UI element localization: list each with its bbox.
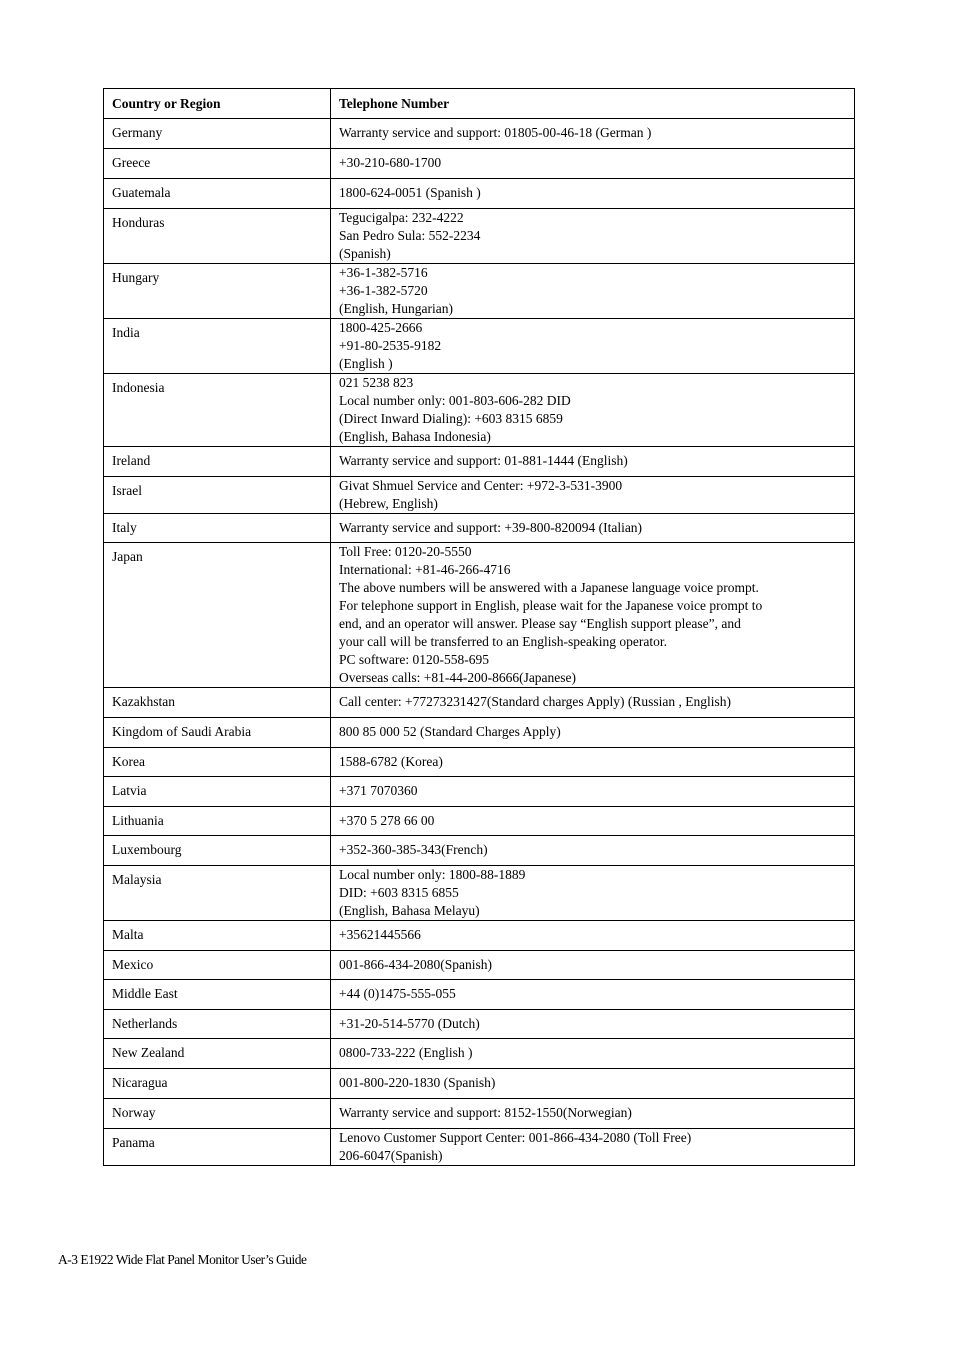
phone-cell [331, 807, 855, 836]
table-row [104, 119, 855, 149]
phone-cell [331, 1010, 855, 1039]
country-cell: Norway [104, 1099, 331, 1129]
country-cell: Nicaragua [104, 1069, 331, 1099]
country-cell: Lithuania [104, 807, 331, 836]
country-cell: Kingdom of Saudi Arabia [104, 718, 331, 748]
table-row [104, 777, 855, 807]
country-cell: Hungary [104, 264, 331, 319]
table-row [104, 1099, 855, 1129]
phone-cell [331, 866, 855, 921]
table-row [104, 1010, 855, 1039]
table-row [104, 807, 855, 836]
phone-line: 1800-624-0051 (Spanish ) [339, 185, 481, 200]
phone-line: Local number only: 001-803-606-282 DID [339, 393, 571, 408]
header-country: Country or Region [104, 89, 331, 119]
phone-line: (Direct Inward Dialing): +603 8315 6859 [339, 411, 563, 426]
phone-cell [331, 748, 855, 777]
phone-line: your call will be transferred to an English-speaking operator. [339, 634, 668, 649]
table-row [104, 1069, 855, 1099]
table-row [104, 921, 855, 951]
phone-line: 001-866-434-2080(Spanish) [339, 957, 492, 972]
country-cell: Israel [104, 477, 331, 514]
table-row [104, 1039, 855, 1069]
table-row [104, 264, 855, 319]
country-cell: Guatemala [104, 179, 331, 209]
table-row [104, 951, 855, 980]
phone-line: Warranty service and support: 01-881-1444 (English) [339, 453, 628, 468]
phone-line: (Hebrew, English) [339, 496, 438, 511]
country-cell: Kazakhstan [104, 688, 331, 718]
table-row [104, 209, 855, 264]
phone-line: 021 5238 823 [339, 375, 414, 390]
phone-line: 0800-733-222 (English ) [339, 1045, 473, 1060]
country-cell: Mexico [104, 951, 331, 980]
phone-cell [331, 149, 855, 179]
phone-line: +91-80-2535-9182 [339, 338, 442, 353]
phone-cell [331, 777, 855, 807]
phone-line: (English, Hungarian) [339, 301, 453, 316]
country-cell: Ireland [104, 447, 331, 477]
phone-cell [331, 514, 855, 543]
phone-line: Lenovo Customer Support Center: 001-866-434-2080 (Toll Free) [339, 1130, 692, 1145]
country-cell: Netherlands [104, 1010, 331, 1039]
phone-line: International: +81-46-266-4716 [339, 562, 511, 577]
phone-line: San Pedro Sula: 552-2234 [339, 228, 481, 243]
phone-line: The above numbers will be answered with a Japanese language voice prompt. [339, 580, 759, 595]
phone-line: Call center: +77273231427(Standard charges Apply) (Russian , English) [339, 694, 732, 709]
phone-line: (English, Bahasa Indonesia) [339, 429, 491, 444]
phone-line: (English ) [339, 356, 393, 371]
country-cell: Indonesia [104, 374, 331, 447]
phone-cell [331, 1039, 855, 1069]
table-row [104, 543, 855, 688]
phone-line: Tegucigalpa: 232-4222 [339, 210, 464, 225]
phone-line: +44 (0)1475-555-055 [339, 986, 456, 1001]
phone-cell [331, 688, 855, 718]
phone-cell [331, 447, 855, 477]
table-header-row [104, 89, 855, 119]
country-cell: Middle East [104, 980, 331, 1010]
telephone-support-table [103, 88, 855, 1166]
phone-line: For telephone support in English, please wait for the Japanese voice prompt to [339, 598, 763, 613]
table-row [104, 718, 855, 748]
table-row [104, 514, 855, 543]
country-cell: Panama [104, 1129, 331, 1166]
table-row [104, 980, 855, 1010]
phone-cell [331, 209, 855, 264]
phone-line: 001-800-220-1830 (Spanish) [339, 1075, 496, 1090]
phone-cell [331, 921, 855, 951]
phone-line: 206-6047(Spanish) [339, 1148, 443, 1163]
phone-cell [331, 477, 855, 514]
table-body [104, 119, 855, 1166]
country-cell: Latvia [104, 777, 331, 807]
phone-line: +31-20-514-5770 (Dutch) [339, 1016, 480, 1031]
table-row [104, 149, 855, 179]
phone-line: +352-360-385-343(French) [339, 842, 488, 857]
phone-cell [331, 179, 855, 209]
phone-line: (English, Bahasa Melayu) [339, 903, 480, 918]
phone-line: (Spanish) [339, 246, 391, 261]
phone-line: Local number only: 1800-88-1889 [339, 867, 526, 882]
phone-line: +371 7070360 [339, 783, 418, 798]
table-row [104, 836, 855, 866]
phone-cell [331, 119, 855, 149]
phone-cell [331, 319, 855, 374]
phone-line: +36-1-382-5720 [339, 283, 428, 298]
country-cell: Japan [104, 543, 331, 688]
country-cell: Honduras [104, 209, 331, 264]
phone-cell [331, 1099, 855, 1129]
phone-cell [331, 264, 855, 319]
phone-line: PC software: 0120-558-695 [339, 652, 489, 667]
country-cell: India [104, 319, 331, 374]
phone-line: Warranty service and support: +39-800-820094 (Italian) [339, 520, 643, 535]
country-cell: Malaysia [104, 866, 331, 921]
country-cell: Malta [104, 921, 331, 951]
country-cell: New Zealand [104, 1039, 331, 1069]
phone-cell [331, 718, 855, 748]
phone-line: DID: +603 8315 6855 [339, 885, 459, 900]
phone-line: 1588-6782 (Korea) [339, 754, 443, 769]
phone-line: Warranty service and support: 8152-1550(Norwegian) [339, 1105, 632, 1120]
phone-line: +30-210-680-1700 [339, 155, 442, 170]
table-row [104, 748, 855, 777]
table-row [104, 447, 855, 477]
table-row [104, 866, 855, 921]
phone-cell [331, 543, 855, 688]
phone-line: +36-1-382-5716 [339, 265, 428, 280]
phone-cell [331, 836, 855, 866]
phone-cell [331, 951, 855, 980]
phone-cell [331, 1129, 855, 1166]
page-footer: A-3 E1922 Wide Flat Panel Monitor User’s Guide [58, 1252, 307, 1267]
phone-line: 800 85 000 52 (Standard Charges Apply) [339, 724, 561, 739]
phone-line: 1800-425-2666 [339, 320, 423, 335]
country-cell: Luxembourg [104, 836, 331, 866]
table-row [104, 477, 855, 514]
phone-line: end, and an operator will answer. Please say “English support please”, and [339, 616, 741, 631]
phone-line: Warranty service and support: 01805-00-46-18 (German ) [339, 125, 652, 140]
country-cell: Korea [104, 748, 331, 777]
phone-line: Givat Shmuel Service and Center: +972-3-531-3900 [339, 478, 623, 493]
country-cell: Greece [104, 149, 331, 179]
phone-cell [331, 374, 855, 447]
phone-cell [331, 980, 855, 1010]
table-row [104, 688, 855, 718]
country-cell: Germany [104, 119, 331, 149]
header-telephone: Telephone Number [331, 89, 855, 119]
phone-line: +370 5 278 66 00 [339, 813, 435, 828]
table-row [104, 319, 855, 374]
table-row [104, 1129, 855, 1166]
phone-cell [331, 1069, 855, 1099]
table-row [104, 374, 855, 447]
table-row [104, 179, 855, 209]
phone-line: Toll Free: 0120-20-5550 [339, 544, 472, 559]
country-cell: Italy [104, 514, 331, 543]
phone-line: +35621445566 [339, 927, 421, 942]
phone-line: Overseas calls: +81-44-200-8666(Japanese) [339, 670, 577, 685]
